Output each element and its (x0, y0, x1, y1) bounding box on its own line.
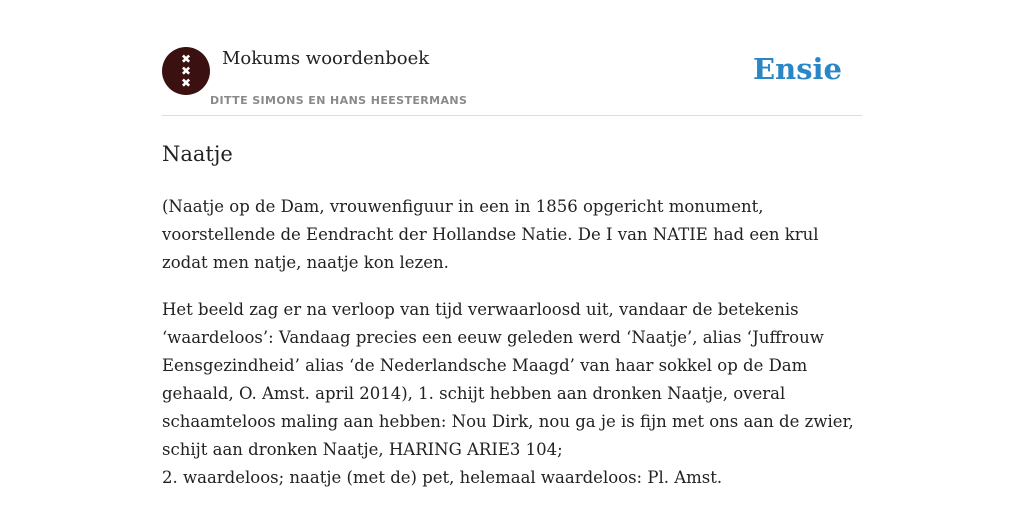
definition-paragraph (162, 193, 862, 277)
text-line: schijt aan dronken Naatje, HARING ARIE3 104; (162, 440, 563, 459)
dictionary-header (162, 47, 862, 116)
text-line: 2. waardeloos; naatje (met de) pet, helemaal waardeloos: Pl. Amst. (162, 468, 723, 487)
book-title[interactable]: Mokums woordenboek (222, 48, 430, 69)
text-line: Eensgezindheid’ alias ‘de Nederlandsche Maagd’ van haar sokkel op de Dam (162, 356, 808, 375)
book-authors: DITTE SIMONS EN HANS HEESTERMANS (210, 94, 468, 107)
entry-term: Naatje (162, 142, 233, 166)
text-line: (Naatje op de Dam, vrouwenfiguur in een in 1856 opgericht monument, (162, 197, 764, 216)
amsterdam-crosses-logo-icon[interactable] (162, 47, 210, 95)
entry-definition (162, 193, 862, 511)
text-line: gehaald, O. Amst. april 2014), 1. schijt hebben aan dronken Naatje, overal (162, 384, 786, 403)
ensie-brand-link[interactable]: Ensie (753, 52, 842, 86)
cross-icon: ✖ (180, 52, 192, 66)
definition-paragraph (162, 296, 862, 492)
text-line: schaamteloos maling aan hebben: Nou Dirk, nou ga je is fijn met ons aan de zwier, (162, 412, 854, 431)
text-line: ‘waardeloos’: Vandaag precies een eeuw geleden werd ‘Naatje’, alias ‘Juffrouw (162, 328, 824, 347)
text-line: Het beeld zag er na verloop van tijd verwaarloosd uit, vandaar de betekenis (162, 300, 799, 319)
cross-icon: ✖ (180, 76, 192, 90)
cross-icon: ✖ (180, 64, 192, 78)
page (162, 0, 862, 512)
text-line: voorstellende de Eendracht der Hollandse Natie. De I van NATIE had een krul (162, 225, 819, 244)
text-line: zodat men natje, naatje kon lezen. (162, 253, 449, 272)
